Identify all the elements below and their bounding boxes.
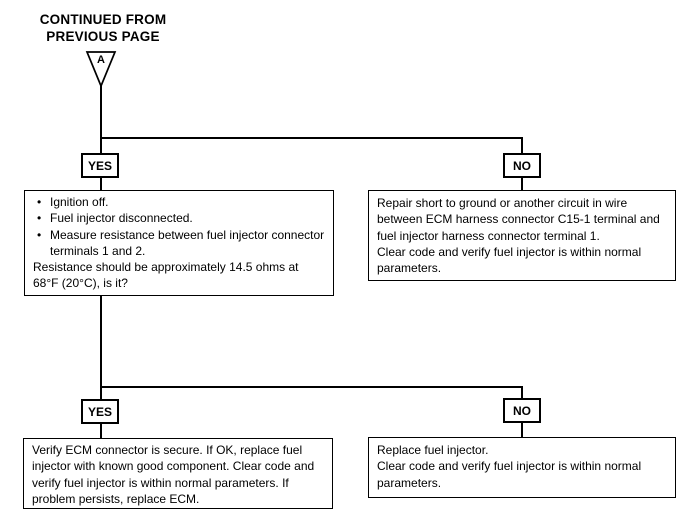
- branch1-yes-tag: YES: [81, 153, 119, 178]
- replace-injector-instruction: Replace fuel injector.: [377, 443, 489, 457]
- clear-code-instruction: Clear code and verify fuel injector is within normal parameters.: [377, 459, 642, 490]
- continued-from-heading: [15, 12, 191, 45]
- verify-ecm-instruction: Verify ECM connector is secure. If OK, replace fuel injector with known good component. Clear code and verify fuel injector is within normal parameters. If problem persists, replace ECM.: [32, 443, 315, 506]
- continued-from-line2: PREVIOUS PAGE: [46, 28, 160, 44]
- branch1-yes-box: [24, 190, 334, 296]
- connector-a-label: A: [97, 54, 105, 66]
- step-text: Measure resistance between fuel injector connector terminals 1 and 2.: [50, 227, 325, 258]
- step-text: Fuel injector disconnected.: [50, 211, 193, 226]
- branch1-no-box: [368, 190, 676, 281]
- step-injector-disconnected: [33, 210, 327, 226]
- branch2-yes-tag: YES: [81, 399, 119, 424]
- branch2-yes-box: [23, 438, 333, 509]
- branch2-no-box: [368, 437, 676, 498]
- step-measure-resistance: [33, 227, 327, 260]
- line-branch1-horizontal: [101, 138, 522, 153]
- bullet-icon: •: [37, 211, 42, 226]
- resistance-question: Resistance should be approximately 14.5 ohms at 68°F (20°C), is it?: [33, 260, 299, 291]
- bullet-icon: •: [37, 195, 42, 209]
- step-text: Ignition off.: [50, 195, 109, 209]
- branch1-no-tag: NO: [503, 153, 541, 178]
- line-branch2-horizontal: [101, 387, 522, 398]
- clear-code-instruction: Clear code and verify fuel injector is within normal parameters.: [377, 244, 642, 276]
- repair-instruction: Repair short to ground or another circuit in wire between ECM harness connector C15-1 terminal and fuel injector harness connector terminal 1.: [377, 196, 660, 243]
- branch2-no-tag: NO: [503, 398, 541, 423]
- continued-from-line1: CONTINUED FROM: [39, 12, 167, 27]
- bullet-icon: •: [37, 227, 42, 242]
- step-ignition-off: [33, 194, 327, 210]
